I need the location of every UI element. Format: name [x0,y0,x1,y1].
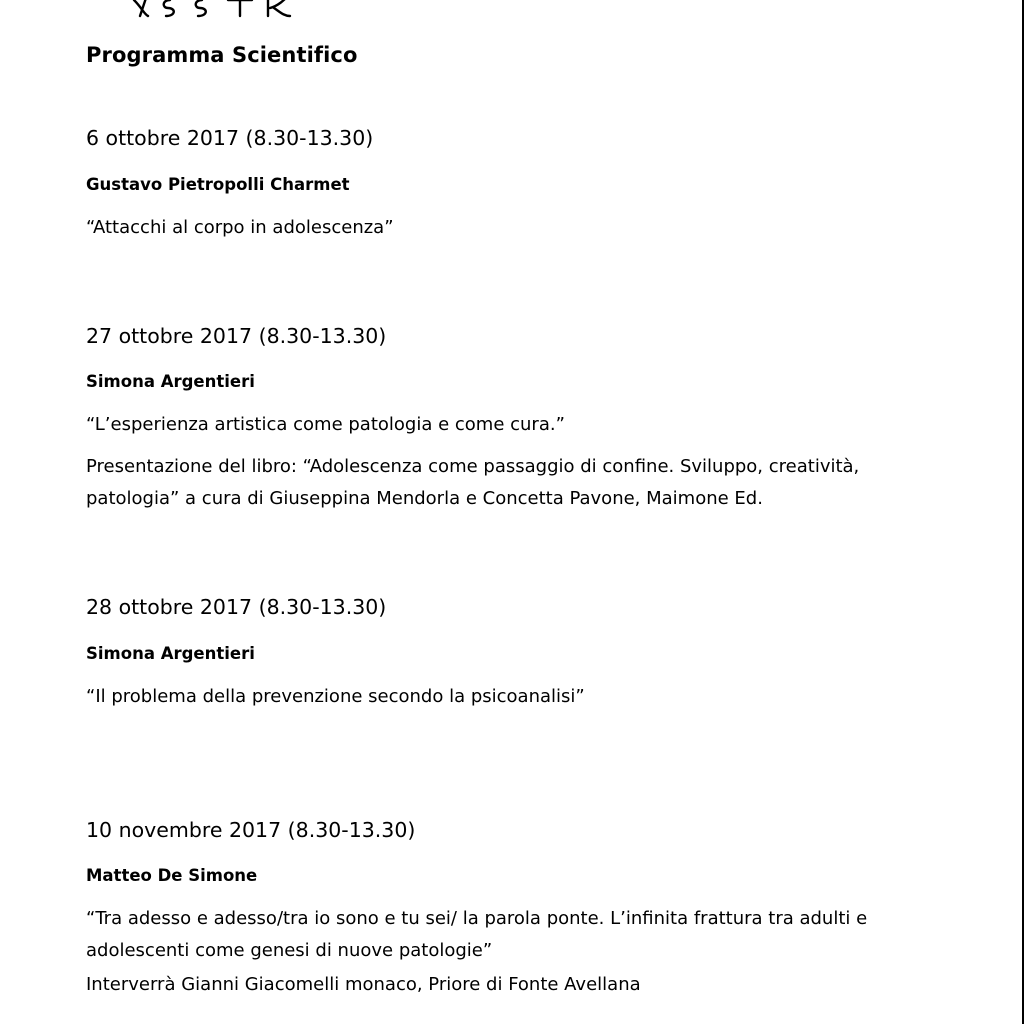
session-date: 10 novembre 2017 (8.30-13.30) [86,818,416,842]
session-date: 27 ottobre 2017 (8.30-13.30) [86,324,387,348]
session-2 [86,322,860,509]
talk-title: “L’esperienza artistica come patologia e come cura.” [86,414,565,435]
logo-cropped [128,0,298,18]
session-4 [86,816,868,995]
book-presentation-line-2: patologia” a cura di Giuseppina Mendorla e Concetta Pavone, Maimone Ed. [86,488,763,509]
guest-note: Interverrà Gianni Giacomelli monaco, Priore di Fonte Avellana [86,974,641,995]
speaker-name: Gustavo Pietropolli Charmet [86,175,350,194]
session-date: 28 ottobre 2017 (8.30-13.30) [86,595,387,619]
talk-title: “Il problema della prevenzione secondo la psicoanalisi” [86,686,585,707]
speaker-name: Matteo De Simone [86,866,258,885]
book-presentation-line-1: Presentazione del libro: “Adolescenza come passaggio di confine. Sviluppo, creatività, [86,456,860,477]
speaker-name: Simona Argentieri [86,644,255,663]
session-3 [86,593,585,707]
talk-title: “Attacchi al corpo in adolescenza” [86,217,394,238]
session-date: 6 ottobre 2017 (8.30-13.30) [86,126,374,150]
session-1 [86,124,394,238]
speaker-name: Simona Argentieri [86,372,255,391]
talk-title-line-2: adolescenti come genesi di nuove patologie” [86,940,493,961]
page-title: Programma Scientifico [86,43,358,67]
talk-title-line-1: “Tra adesso e adesso/tra io sono e tu sei/ la parola ponte. L’infinita frattura tra adulti e [86,908,868,929]
